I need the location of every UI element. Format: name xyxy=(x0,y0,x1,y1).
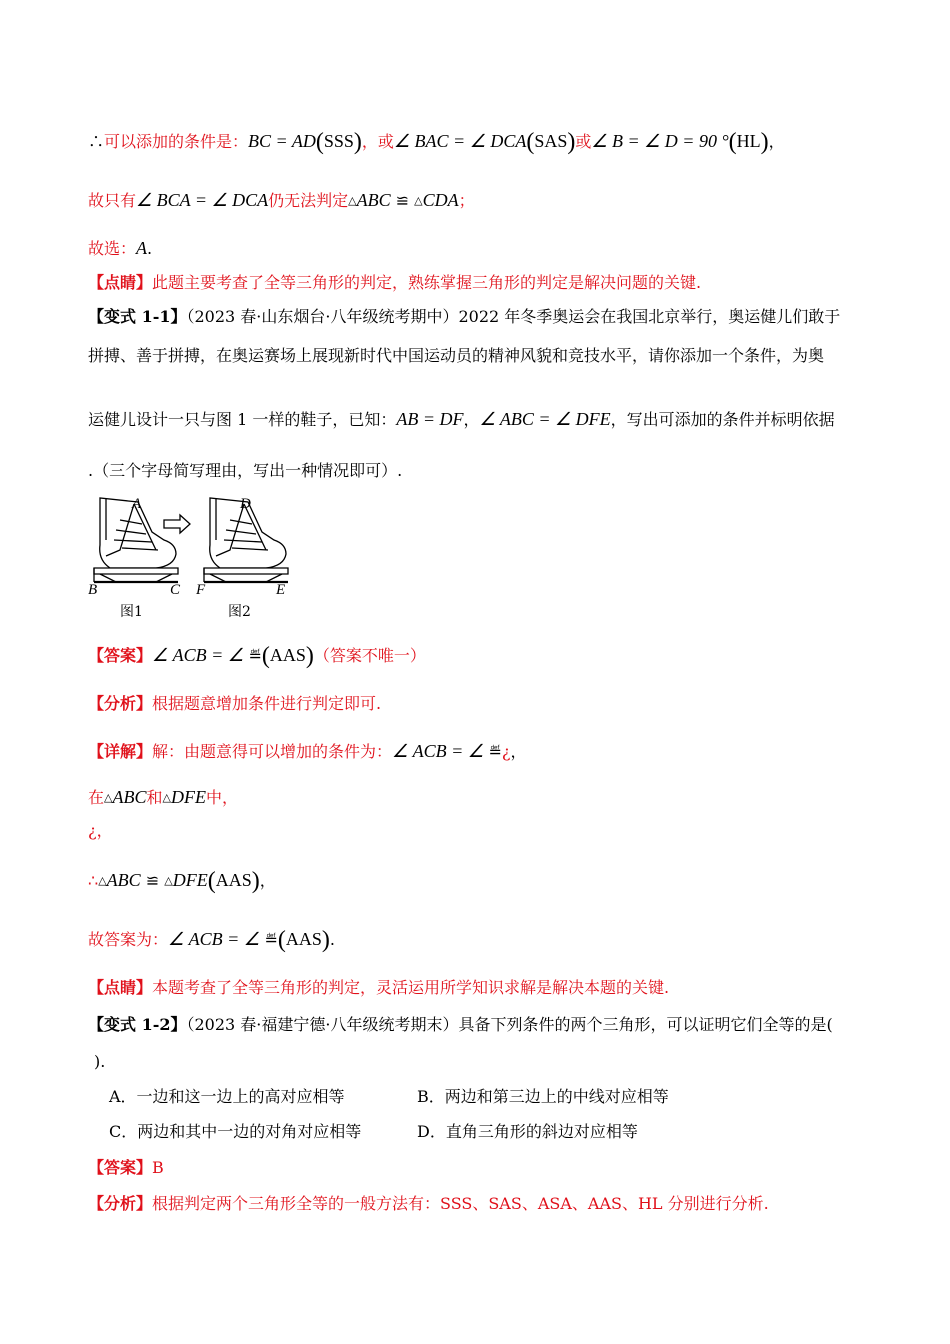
key-point-1: 【点睛】此题主要考查了全等三角形的判定，熟练掌握三角形的判定是解决问题的关键. xyxy=(88,273,702,292)
arrow-right-icon xyxy=(164,515,190,533)
triangle-icon: △ xyxy=(98,874,107,887)
variant-1-1-line-1: 【变式 1-1】（2023 春·山东烟台·八年级统考期中）2022 年冬季奥运会在我国北京举行，奥运健儿们敢于 xyxy=(88,307,841,326)
option-a[interactable]: A．一边和这一边上的高对应相等 xyxy=(109,1087,345,1106)
variant-1-1-line-4: .（三个字母简写理由，写出一种情况即可）. xyxy=(88,461,403,480)
analysis-1: 【分析】根据题意增加条件进行判定即可. xyxy=(88,694,382,713)
detail-line-3: ¿， xyxy=(88,821,113,840)
condition-sas: ∠ BAC = ∠ DCA xyxy=(393,131,527,151)
option-b[interactable]: B．两边和第三边上的中线对应相等 xyxy=(417,1087,669,1106)
solution-line-only: 故只有∠ BCA = ∠ DCA仍无法判定△ABC ≌ △CDA； xyxy=(88,190,475,210)
figure-caption-2: 图2 xyxy=(228,604,251,620)
label-b: B xyxy=(88,582,98,598)
triangle-icon: △ xyxy=(414,194,423,207)
solution-line-conditions: ∴可以添加的条件是：BC = AD(SSS)，或∠ BAC = ∠ DCA(SAS)或∠ B = ∠ D = 90 °(HL)， xyxy=(88,129,785,155)
label-c: C xyxy=(170,582,181,598)
key-point-2: 【点睛】本题考查了全等三角形的判定，灵活运用所学知识求解是解决本题的关键. xyxy=(88,978,670,997)
variant-1-2-line-2: ). xyxy=(94,1052,106,1071)
variant-1-1-line-2: 拼搏、善于拼搏，在奥运赛场上展现新时代中国运动员的精神风貌和竞技水平，请你添加一个条件，为奥 xyxy=(88,346,825,365)
figure-caption-1: 图1 xyxy=(120,604,143,620)
triangle-icon: △ xyxy=(104,791,113,804)
answer-2: 【答案】B xyxy=(88,1158,164,1177)
triangle-icon: △ xyxy=(348,194,357,207)
analysis-2: 【分析】根据判定两个三角形全等的一般方法有：SSS、SAS、ASA、AAS、HL 分别进行分析. xyxy=(88,1194,769,1213)
detail-line-5: 故答案为：∠ ACB = ∠ ≝(AAS). xyxy=(88,927,335,953)
skate-figure xyxy=(86,490,296,625)
detail-line-2: 在△ABC和△DFE中， xyxy=(88,787,238,807)
label-a: A xyxy=(132,496,142,512)
label-f: F xyxy=(196,582,206,598)
option-c[interactable]: C．两边和其中一边的对角对应相等 xyxy=(109,1122,362,1141)
triangle-icon: △ xyxy=(162,791,171,804)
label-d: D xyxy=(240,496,251,512)
option-d[interactable]: D．直角三角形的斜边对应相等 xyxy=(417,1122,638,1141)
label-e: E xyxy=(276,582,286,598)
skate-diagram xyxy=(86,490,296,625)
choose-answer-line: 故选：A. xyxy=(88,238,153,258)
detail-line-1: 【详解】解：由题意得可以增加的条件为：∠ ACB = ∠ ≝¿， xyxy=(88,741,527,761)
answer-1: 【答案】∠ ACB = ∠ ≝(AAS)（答案不唯一） xyxy=(88,643,426,669)
variant-1-2-line-1: 【变式 1-2】（2023 春·福建宁德·八年级统考期末）具备下列条件的两个三角形，可以证明它们全等的是( xyxy=(88,1015,833,1034)
condition-sss: BC = AD xyxy=(248,131,316,151)
triangle-icon: △ xyxy=(164,874,173,887)
variant-1-1-line-3: 运健儿设计一只与图 1 一样的鞋子，已知：AB = DF，∠ ABC = ∠ DFE，写出可添加的条件并标明依据 xyxy=(88,409,835,429)
condition-hl: ∠ B = ∠ D = 90 ° xyxy=(591,131,729,151)
therefore-symbol: ∴ xyxy=(88,132,105,151)
detail-line-4: ∴△ABC ≌ △DFE(AAS)， xyxy=(88,868,276,894)
